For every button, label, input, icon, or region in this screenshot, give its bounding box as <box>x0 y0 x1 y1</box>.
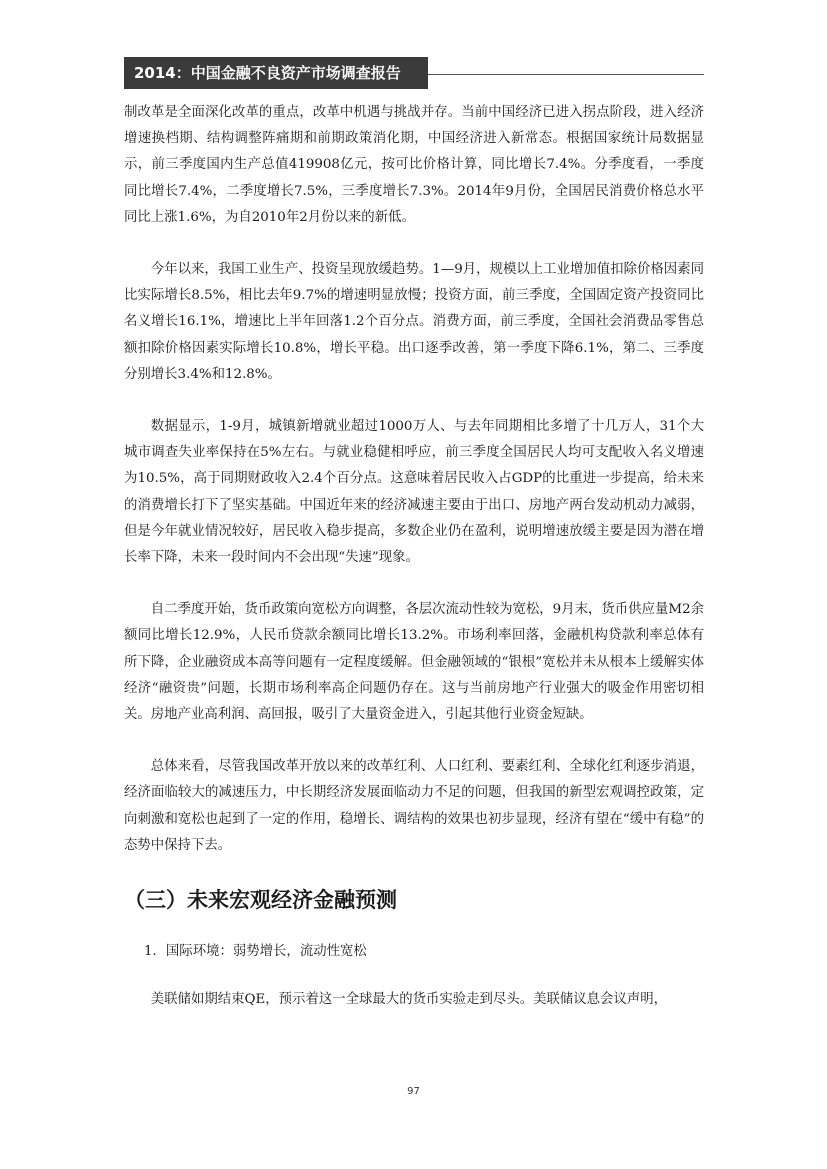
paragraph-1: 制改革是全面深化改革的重点，改革中机遇与挑战并存。当前中国经济已进入拐点阶段，进入经济增速换档期、结构调整阵痛期和前期政策消化期，中国经济进入新常态。根据国家统计局数据显示，前三季度国内生产总值419908亿元，按可比价格计算，同比增长7.4%。分季度看，一季度同比增长7.4%，二季度增长7.5%，三季度增长7.3%。2014年9月份，全国居民消费价格总水平同比上涨1.6%，为自2010年2月份以来的新低。 <box>124 105 704 225</box>
paragraph-4: 自二季度开始，货币政策向宽松方向调整，各层次流动性较为宽松，9月末，货币供应量M2余额同比增长12.9%，人民币贷款余额同比增长13.2%。市场利率回落，金融机构贷款利率总体有所下降，企业融资成本高等问题有一定程度缓解。但金融领域的“银根”宽松并未从根本上缓解实体经济“融资贵”问题，长期市场利率高企问题仍存在。这与当前房地产行业强大的吸金作用密切相关。房地产业高利润、高回报，吸引了大量资金进入，引起其他行业资金短缺。 <box>124 602 704 723</box>
page-header <box>124 57 704 89</box>
section-heading: （三）未来宏观经济金融预测 <box>124 888 397 913</box>
paragraph-2: 今年以来，我国工业生产、投资呈现放缓趋势。1—9月，规模以上工业增加值扣除价格因素同比实际增长8.5%，相比去年9.7%的增速明显放慢；投资方面，前三季度，全国固定资产投资同比名义增长16.1%，增速比上半年回落1.2个百分点。消费方面，前三季度，全国社会消费品零售总额扣除价格因素实际增长10.8%，增长平稳。出口逐季改善，第一季度下降6.1%，第二、三季度分别增长3.4%和12.8%。 <box>124 262 704 382</box>
header-rule <box>428 74 704 75</box>
paragraph-3: 数据显示，1-9月，城镇新增就业超过1000万人、与去年同期相比多增了十几万人，31个大城市调查失业率保持在5%左右。与就业稳健相呼应，前三季度全国居民人均可支配收入名义增速为10.5%，高于同期财政收入2.4个百分点。这意味着居民收入占GDP的比重进一步提高，给未来的消费增长打下了坚实基础。中国近年来的经济减速主要由于出口、房地产两台发动机动力减弱，但是今年就业情况较好，居民收入稳步提高，多数企业仍在盈利，说明增速放缓主要是因为潜在增长率下降，未来一段时间内不会出现“失速”现象。 <box>124 419 704 566</box>
paragraph-6: 美联储如期结束QE，预示着这一全球最大的货币实验走到尽头。美联储议息会议声明， <box>150 992 668 1008</box>
report-title: 2014：中国金融不良资产市场调查报告 <box>124 57 428 89</box>
paragraph-5: 总体来看，尽管我国改革开放以来的改革红利、人口红利、要素红利、全球化红利逐步消退，经济面临较大的减速压力，中长期经济发展面临动力不足的问题，但我国的新型宏观调控政策，定向刺激和宽松也起到了一定的作用，稳增长、调结构的效果也初步显现，经济有望在“缓中有稳”的态势中保持下去。 <box>124 759 704 853</box>
main-content <box>124 100 704 1039</box>
page-number: 97 <box>407 1086 420 1097</box>
sub-heading: 1．国际环境：弱势增长，流动性宽松 <box>144 944 367 960</box>
